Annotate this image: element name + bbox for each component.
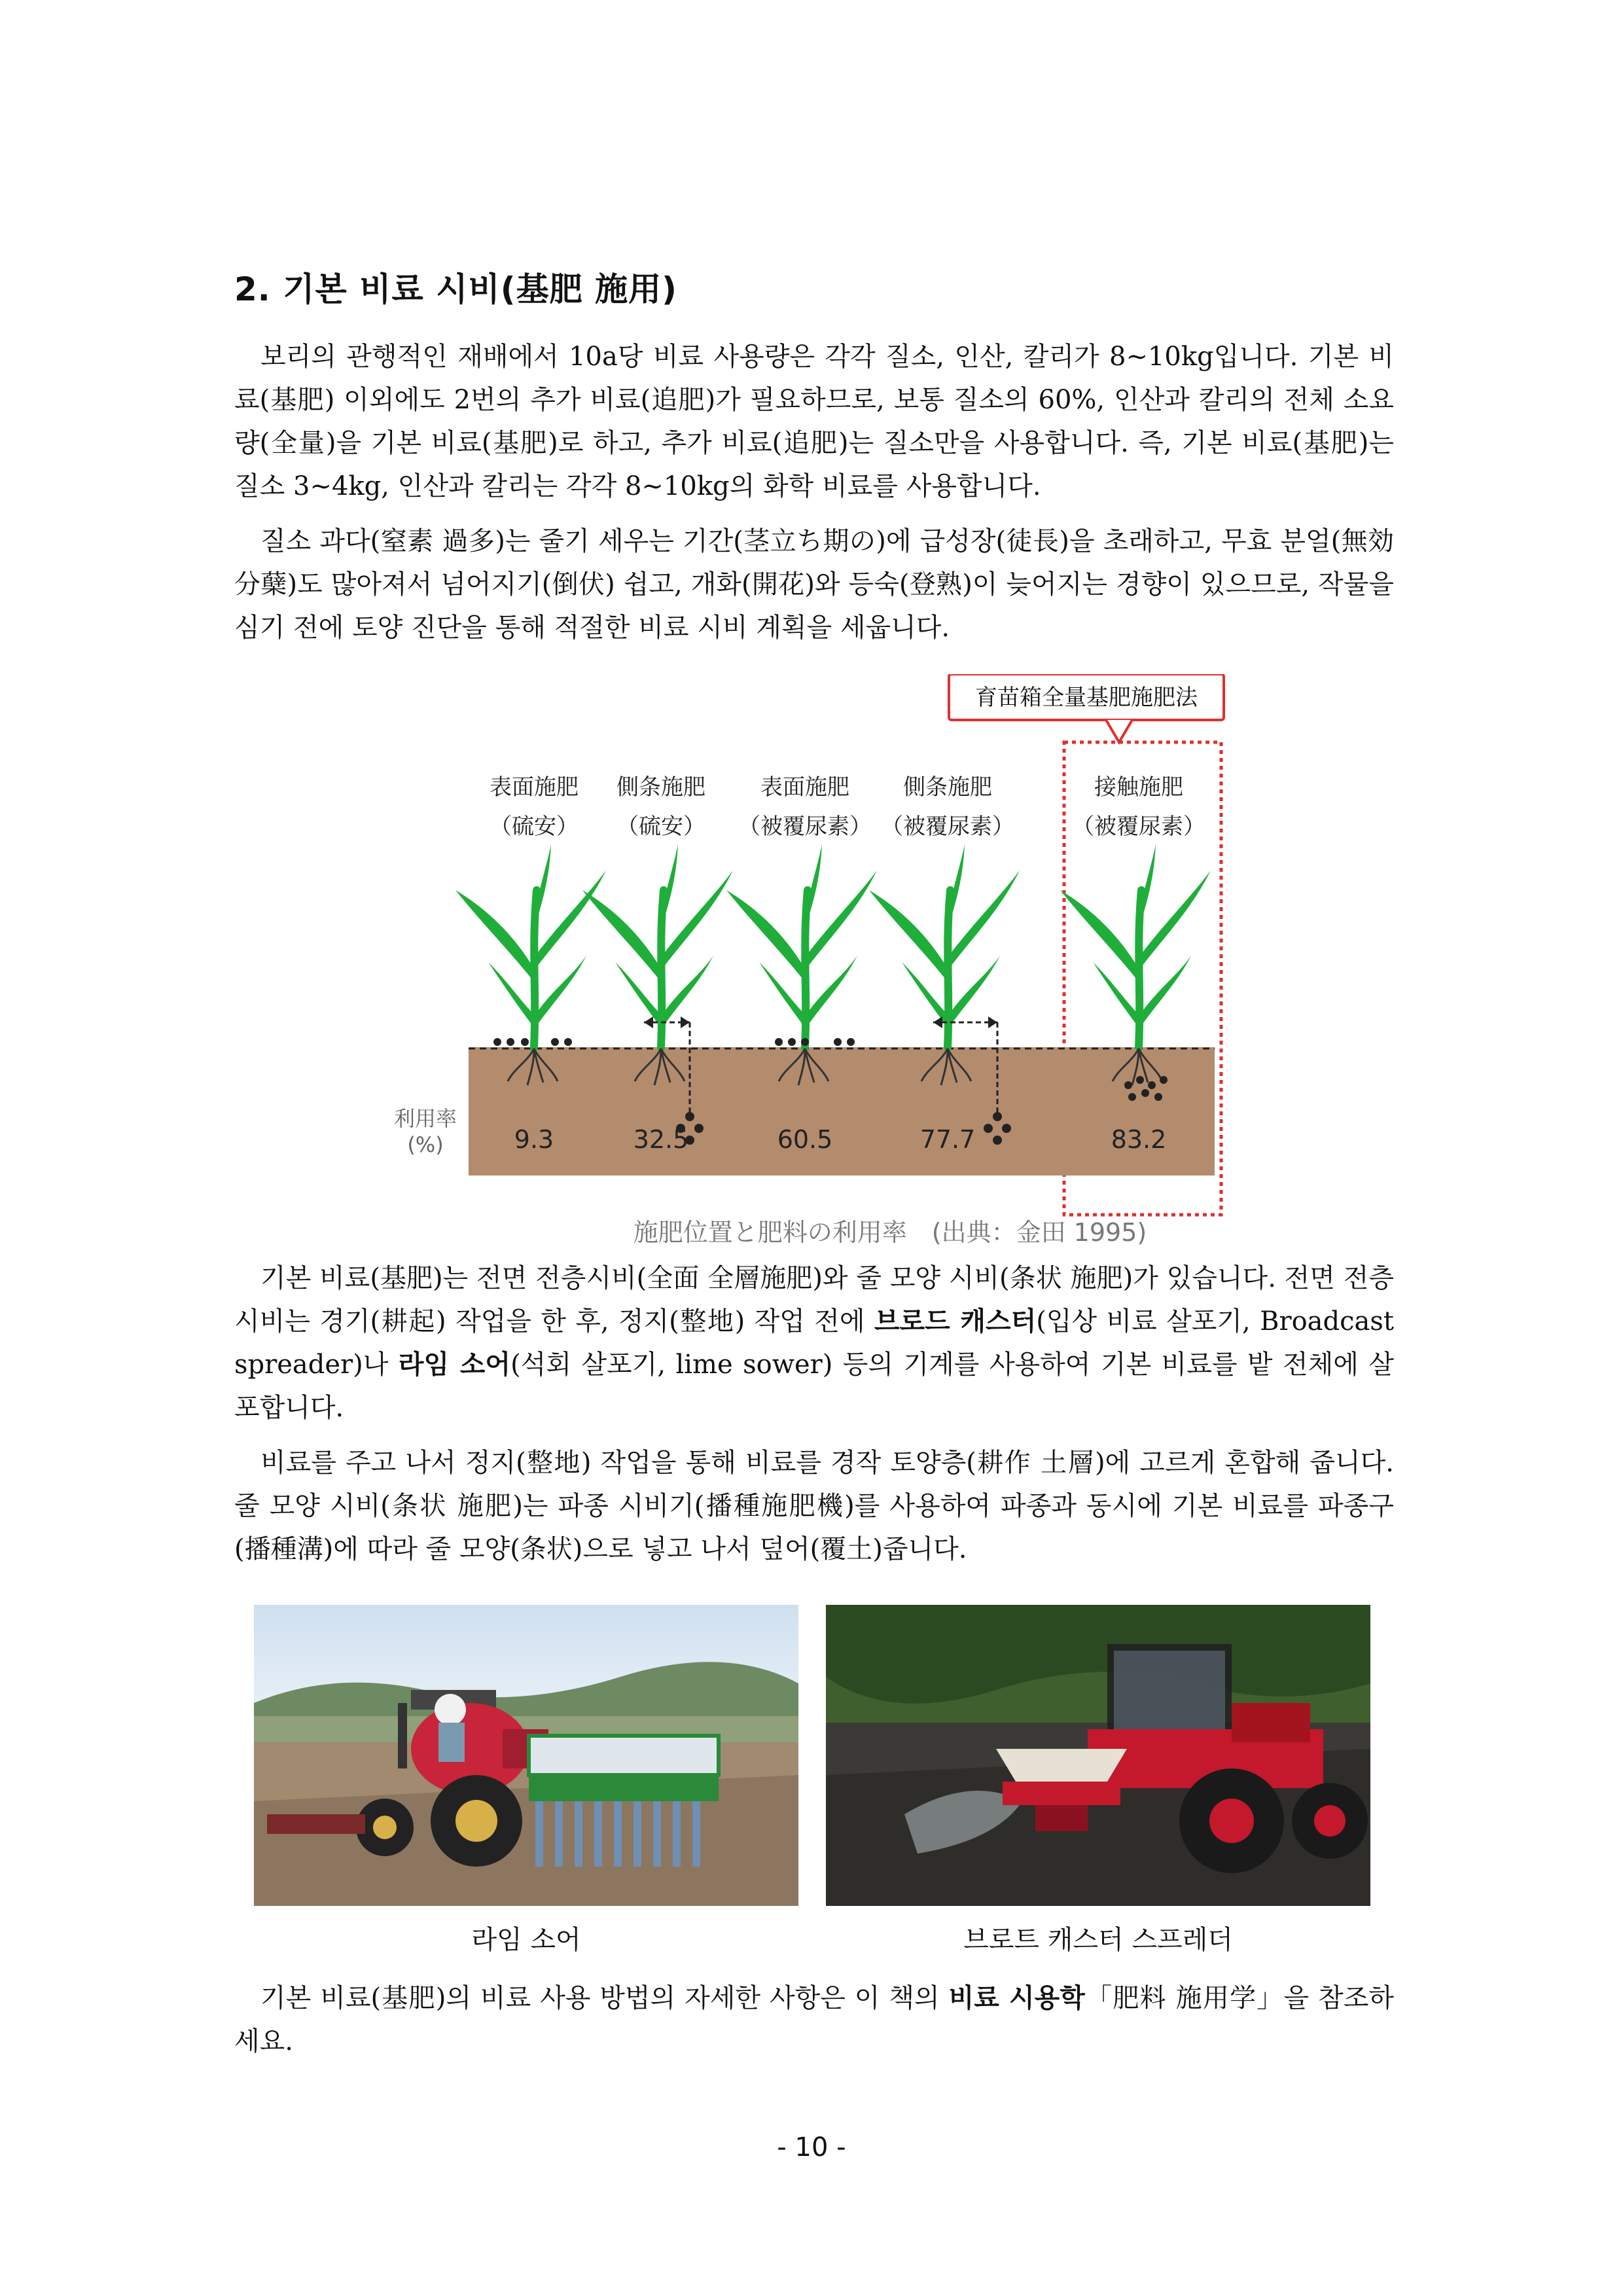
paragraph-fertilizer-amounts: 보리의 관행적인 재배에서 10a당 비료 사용량은 각각 질소, 인산, 칼리가 8~10kg입니다. 기본 비료(基肥) 이외에도 2번의 추가 비료(追肥)가 필요하므로, 보통 질소의 60%, 인산과 칼리의 전체 소요량(全量)을 기본 비료(基肥)로 하고, 추가 비료(追肥)는 질소만을 사용합니다. 즉, 기본 비료(基肥)는 질소 3~4kg, 인산과 칼리는 각각 8~10kg의 화학 비료를 사용합니다. [234, 342, 1394, 501]
utilization-value-2: 32.5 [633, 1125, 689, 1154]
p3-text-c: (입상 비료 살포기, Broadcast spreader)나 [234, 1306, 1394, 1380]
figure-svg [386, 674, 1237, 1250]
p5-text-a: 기본 비료(基肥)의 비료 사용 방법의 자세한 사항은 이 책의 [260, 1983, 949, 2013]
axis-label-line1: 利用率 [393, 1106, 457, 1131]
fertilizer-science-term: 비료 시용학 [948, 1983, 1085, 2013]
column-fertilizer-label-2: （硫安） [616, 814, 705, 840]
lime-sower-caption: 라임 소어 [471, 1925, 581, 1955]
callout-label: 育苗箱全量基肥施肥法 [975, 685, 1198, 711]
column-method-label-4: 側条施肥 [903, 774, 992, 800]
column-method-label-1: 表面施肥 [490, 774, 579, 800]
utilization-value-5: 83.2 [1111, 1125, 1167, 1154]
p5-text-c: 「肥料 施用学」을 참조하세요. [234, 1983, 1394, 2056]
p3-text-e: (석회 살포기, lime sower) 등의 기계를 사용하여 기본 비료를 밭 전체에 살포합니다. [234, 1350, 1394, 1423]
page-number: - 10 - [777, 2132, 846, 2162]
column-method-label-5: 接触施肥 [1094, 774, 1183, 800]
paragraph-nitrogen-excess: 질소 과다(窒素 過多)는 줄기 세우는 기간(茎立ち期の)에 급성장(徒長)을 초래하고, 무효 분얼(無効 分蘖)도 많아져서 넘어지기(倒伏) 쉽고, 개화(開花)와 등숙(登熟)이 늦어지는 경향이 있으므로, 작물을 심기 전에 토양 진단을 통해 적절한 비료 시비 계획을 세웁니다. [234, 526, 1394, 643]
utilization-value-1: 9.3 [514, 1125, 554, 1154]
column-fertilizer-label-1: （硫安） [490, 814, 579, 840]
paragraph-strip-application: 비료를 주고 나서 정지(整地) 작업을 통해 비료를 경작 토양층(耕作 土層)에 고르게 혼합해 줍니다. 줄 모양 시비(条状 施肥)는 파종 시비기(播種施肥機)를 사용하여 파종과 동시에 기본 비료를 파종구(播種溝)에 따라 줄 모양(条状)으로 넣고 나서 덮어(覆土)줍니다. [234, 1448, 1394, 1564]
lime-sower-term: 라임 소어 [398, 1350, 511, 1380]
broadcast-spreader-photo [826, 1605, 1370, 1906]
broadcaster-term: 브로드 캐스터 [874, 1306, 1037, 1336]
utilization-value-3: 60.5 [777, 1125, 833, 1154]
figure-caption: 施肥位置と肥料の利用率 (出典：金田 1995) [633, 1218, 1147, 1247]
fertilizer-position-figure [386, 674, 1237, 1250]
broadcast-spreader-caption: 브로트 캐스터 스프레더 [963, 1925, 1233, 1955]
column-method-label-2: 側条施肥 [616, 774, 705, 800]
paragraph-reference [234, 1977, 1394, 2063]
utilization-value-4: 77.7 [919, 1125, 976, 1154]
callout-pointer [1106, 720, 1132, 742]
p3-text-a: 기본 비료(基肥)는 전면 전층시비(全面 全層施肥)와 줄 모양 시비(条状 施肥)가 있습니다. 전면 전층시비는 경기(耕起) 작업을 한 후, 정지(整地) 작업 전에 [234, 1263, 1394, 1336]
paragraph-application-methods [234, 1257, 1394, 1429]
column-method-label-3: 表面施肥 [760, 774, 849, 800]
soil-block [469, 1047, 1215, 1175]
axis-label-line2: (%) [407, 1132, 444, 1157]
lime-sower-photo [254, 1605, 798, 1906]
surface-dots-3 [775, 1038, 855, 1046]
column-fertilizer-label-4: （被覆尿素） [881, 814, 1014, 840]
column-fertilizer-label-5: （被覆尿素） [1072, 814, 1205, 840]
column-fertilizer-label-3: （被覆尿素） [738, 814, 872, 840]
section-heading: 2. 기본 비료 시비(基肥 施用) [234, 270, 677, 308]
